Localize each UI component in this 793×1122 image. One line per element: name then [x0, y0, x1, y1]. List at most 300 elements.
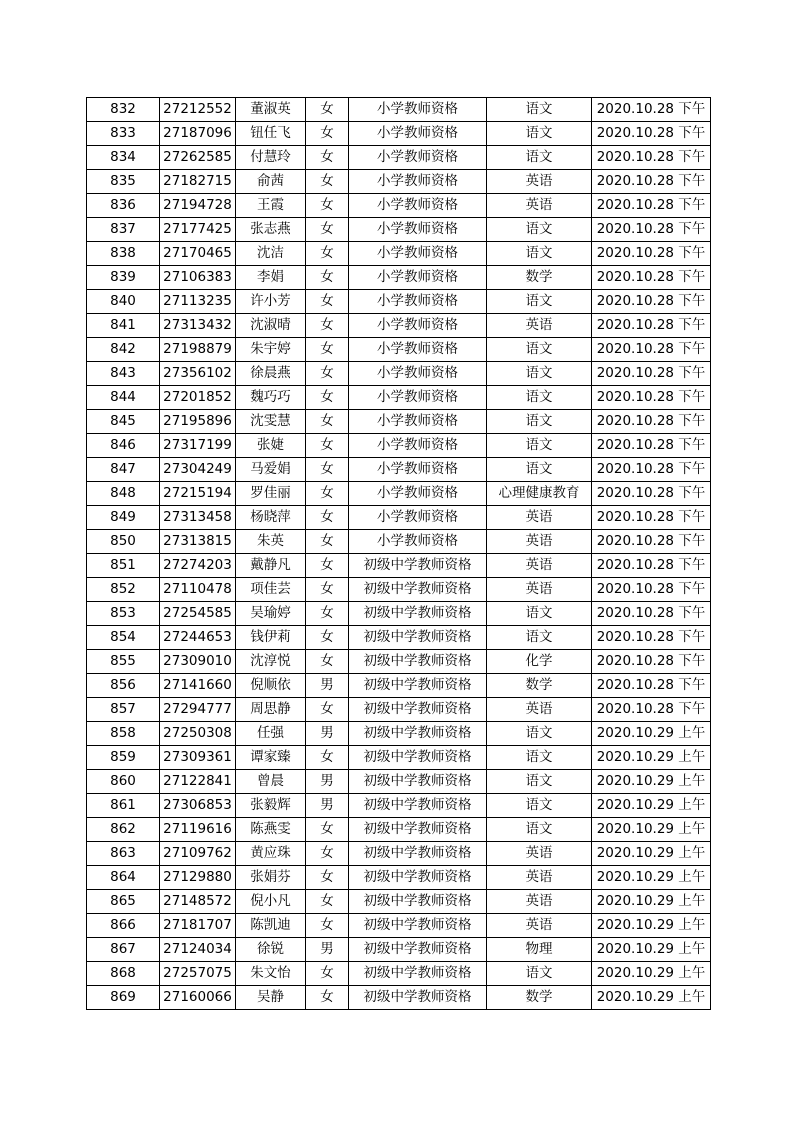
candidate-name: 黄应珠	[236, 842, 306, 866]
candidate-name: 沈雯慧	[236, 410, 306, 434]
ticket-number: 27356102	[160, 362, 236, 386]
subject: 语文	[487, 746, 592, 770]
ticket-number: 27313458	[160, 506, 236, 530]
candidate-name: 沈洁	[236, 242, 306, 266]
gender: 女	[306, 314, 349, 338]
ticket-number: 27317199	[160, 434, 236, 458]
ticket-number: 27274203	[160, 554, 236, 578]
table-row	[87, 938, 711, 962]
qualification-type: 初级中学教师资格	[349, 842, 487, 866]
qualification-type: 小学教师资格	[349, 362, 487, 386]
qualification-type: 初级中学教师资格	[349, 890, 487, 914]
ticket-number: 27194728	[160, 194, 236, 218]
candidate-rows	[87, 98, 711, 1010]
ticket-number: 27212552	[160, 98, 236, 122]
candidate-name: 徐锐	[236, 938, 306, 962]
table-row	[87, 866, 711, 890]
ticket-number: 27113235	[160, 290, 236, 314]
table-row	[87, 482, 711, 506]
candidate-name: 曾晨	[236, 770, 306, 794]
candidate-name: 张志燕	[236, 218, 306, 242]
ticket-number: 27122841	[160, 770, 236, 794]
gender: 女	[306, 434, 349, 458]
table-row	[87, 530, 711, 554]
exam-time: 2020.10.28 下午	[592, 194, 711, 218]
subject: 心理健康教育	[487, 482, 592, 506]
exam-time: 2020.10.28 下午	[592, 146, 711, 170]
candidate-name: 俞茜	[236, 170, 306, 194]
candidate-name: 朱英	[236, 530, 306, 554]
gender: 男	[306, 722, 349, 746]
row-number: 841	[87, 314, 160, 338]
subject: 英语	[487, 170, 592, 194]
gender: 女	[306, 170, 349, 194]
candidate-name: 董淑英	[236, 98, 306, 122]
table-row	[87, 722, 711, 746]
row-number: 832	[87, 98, 160, 122]
exam-time: 2020.10.28 下午	[592, 626, 711, 650]
exam-time: 2020.10.28 下午	[592, 578, 711, 602]
candidate-name: 周思静	[236, 698, 306, 722]
gender: 女	[306, 98, 349, 122]
table-row	[87, 746, 711, 770]
candidate-name: 付慧玲	[236, 146, 306, 170]
candidate-name: 陈燕雯	[236, 818, 306, 842]
ticket-number: 27250308	[160, 722, 236, 746]
table-row	[87, 698, 711, 722]
row-number: 865	[87, 890, 160, 914]
qualification-type: 小学教师资格	[349, 122, 487, 146]
subject: 英语	[487, 194, 592, 218]
qualification-type: 小学教师资格	[349, 266, 487, 290]
subject: 语文	[487, 818, 592, 842]
subject: 语文	[487, 794, 592, 818]
ticket-number: 27106383	[160, 266, 236, 290]
row-number: 842	[87, 338, 160, 362]
exam-time: 2020.10.28 下午	[592, 602, 711, 626]
candidate-name: 倪小凡	[236, 890, 306, 914]
subject: 语文	[487, 410, 592, 434]
candidate-name: 沈淑晴	[236, 314, 306, 338]
candidate-name: 朱文怡	[236, 962, 306, 986]
subject: 英语	[487, 506, 592, 530]
gender: 女	[306, 842, 349, 866]
table-row	[87, 842, 711, 866]
subject: 语文	[487, 458, 592, 482]
exam-time: 2020.10.28 下午	[592, 122, 711, 146]
row-number: 834	[87, 146, 160, 170]
ticket-number: 27187096	[160, 122, 236, 146]
exam-time: 2020.10.29 上午	[592, 794, 711, 818]
row-number: 837	[87, 218, 160, 242]
subject: 语文	[487, 434, 592, 458]
candidate-name: 马爱娟	[236, 458, 306, 482]
qualification-type: 小学教师资格	[349, 506, 487, 530]
exam-time: 2020.10.28 下午	[592, 674, 711, 698]
exam-time: 2020.10.29 上午	[592, 722, 711, 746]
exam-time: 2020.10.28 下午	[592, 314, 711, 338]
exam-time: 2020.10.28 下午	[592, 386, 711, 410]
exam-time: 2020.10.28 下午	[592, 530, 711, 554]
exam-time: 2020.10.29 上午	[592, 986, 711, 1010]
exam-time: 2020.10.28 下午	[592, 98, 711, 122]
subject: 语文	[487, 602, 592, 626]
ticket-number: 27129880	[160, 866, 236, 890]
subject: 语文	[487, 290, 592, 314]
ticket-number: 27215194	[160, 482, 236, 506]
exam-time: 2020.10.28 下午	[592, 410, 711, 434]
candidate-name: 吴瑜婷	[236, 602, 306, 626]
qualification-type: 初级中学教师资格	[349, 698, 487, 722]
candidate-name: 沈淳悦	[236, 650, 306, 674]
subject: 英语	[487, 698, 592, 722]
gender: 女	[306, 458, 349, 482]
row-number: 835	[87, 170, 160, 194]
gender: 女	[306, 242, 349, 266]
exam-time: 2020.10.28 下午	[592, 338, 711, 362]
candidate-name: 张毅辉	[236, 794, 306, 818]
row-number: 851	[87, 554, 160, 578]
subject: 英语	[487, 842, 592, 866]
gender: 男	[306, 674, 349, 698]
table-row	[87, 962, 711, 986]
ticket-number: 27119616	[160, 818, 236, 842]
gender: 女	[306, 866, 349, 890]
subject: 化学	[487, 650, 592, 674]
subject: 英语	[487, 314, 592, 338]
candidate-table	[86, 97, 711, 1010]
gender: 女	[306, 410, 349, 434]
qualification-type: 小学教师资格	[349, 482, 487, 506]
table-row	[87, 266, 711, 290]
exam-time: 2020.10.29 上午	[592, 818, 711, 842]
qualification-type: 初级中学教师资格	[349, 938, 487, 962]
exam-time: 2020.10.28 下午	[592, 650, 711, 674]
candidate-name: 任强	[236, 722, 306, 746]
subject: 语文	[487, 242, 592, 266]
qualification-type: 小学教师资格	[349, 218, 487, 242]
candidate-name: 徐晨燕	[236, 362, 306, 386]
qualification-type: 小学教师资格	[349, 458, 487, 482]
exam-time: 2020.10.28 下午	[592, 242, 711, 266]
ticket-number: 27313432	[160, 314, 236, 338]
exam-time: 2020.10.28 下午	[592, 698, 711, 722]
table-row	[87, 170, 711, 194]
qualification-type: 初级中学教师资格	[349, 746, 487, 770]
table-row	[87, 386, 711, 410]
gender: 女	[306, 914, 349, 938]
table-row	[87, 218, 711, 242]
candidate-name: 朱宇婷	[236, 338, 306, 362]
row-number: 849	[87, 506, 160, 530]
subject: 英语	[487, 554, 592, 578]
table-row	[87, 818, 711, 842]
subject: 英语	[487, 914, 592, 938]
table-row	[87, 314, 711, 338]
row-number: 859	[87, 746, 160, 770]
subject: 语文	[487, 122, 592, 146]
table-row	[87, 626, 711, 650]
row-number: 853	[87, 602, 160, 626]
ticket-number: 27309010	[160, 650, 236, 674]
exam-time: 2020.10.28 下午	[592, 506, 711, 530]
ticket-number: 27160066	[160, 986, 236, 1010]
gender: 女	[306, 194, 349, 218]
exam-time: 2020.10.29 上午	[592, 842, 711, 866]
subject: 语文	[487, 626, 592, 650]
ticket-number: 27309361	[160, 746, 236, 770]
exam-time: 2020.10.29 上午	[592, 890, 711, 914]
gender: 女	[306, 602, 349, 626]
subject: 语文	[487, 98, 592, 122]
candidate-name: 李娟	[236, 266, 306, 290]
table-row	[87, 986, 711, 1010]
row-number: 848	[87, 482, 160, 506]
table-row	[87, 242, 711, 266]
gender: 男	[306, 794, 349, 818]
candidate-name: 倪顺依	[236, 674, 306, 698]
qualification-type: 小学教师资格	[349, 314, 487, 338]
table-row	[87, 458, 711, 482]
candidate-name: 许小芳	[236, 290, 306, 314]
gender: 女	[306, 554, 349, 578]
candidate-name: 钮任飞	[236, 122, 306, 146]
ticket-number: 27170465	[160, 242, 236, 266]
exam-time: 2020.10.28 下午	[592, 266, 711, 290]
candidate-name: 魏巧巧	[236, 386, 306, 410]
ticket-number: 27306853	[160, 794, 236, 818]
table-row	[87, 578, 711, 602]
exam-time: 2020.10.29 上午	[592, 770, 711, 794]
row-number: 844	[87, 386, 160, 410]
gender: 女	[306, 290, 349, 314]
ticket-number: 27110478	[160, 578, 236, 602]
row-number: 861	[87, 794, 160, 818]
ticket-number: 27141660	[160, 674, 236, 698]
subject: 英语	[487, 530, 592, 554]
candidate-name: 戴静凡	[236, 554, 306, 578]
qualification-type: 初级中学教师资格	[349, 866, 487, 890]
subject: 语文	[487, 362, 592, 386]
qualification-type: 小学教师资格	[349, 98, 487, 122]
ticket-number: 27198879	[160, 338, 236, 362]
subject: 语文	[487, 218, 592, 242]
row-number: 855	[87, 650, 160, 674]
exam-time: 2020.10.29 上午	[592, 914, 711, 938]
subject: 英语	[487, 578, 592, 602]
row-number: 866	[87, 914, 160, 938]
qualification-type: 小学教师资格	[349, 338, 487, 362]
candidate-name: 罗佳丽	[236, 482, 306, 506]
table-row	[87, 554, 711, 578]
subject: 语文	[487, 146, 592, 170]
table-row	[87, 194, 711, 218]
candidate-name: 项佳芸	[236, 578, 306, 602]
qualification-type: 小学教师资格	[349, 410, 487, 434]
row-number: 869	[87, 986, 160, 1010]
gender: 女	[306, 482, 349, 506]
row-number: 860	[87, 770, 160, 794]
subject: 数学	[487, 986, 592, 1010]
row-number: 839	[87, 266, 160, 290]
ticket-number: 27109762	[160, 842, 236, 866]
row-number: 863	[87, 842, 160, 866]
qualification-type: 小学教师资格	[349, 386, 487, 410]
qualification-type: 小学教师资格	[349, 146, 487, 170]
ticket-number: 27294777	[160, 698, 236, 722]
qualification-type: 初级中学教师资格	[349, 626, 487, 650]
subject: 语文	[487, 770, 592, 794]
table-row	[87, 650, 711, 674]
exam-time: 2020.10.28 下午	[592, 290, 711, 314]
subject: 语文	[487, 962, 592, 986]
ticket-number: 27201852	[160, 386, 236, 410]
row-number: 840	[87, 290, 160, 314]
qualification-type: 初级中学教师资格	[349, 578, 487, 602]
exam-time: 2020.10.28 下午	[592, 458, 711, 482]
table-row	[87, 770, 711, 794]
gender: 女	[306, 650, 349, 674]
gender: 男	[306, 770, 349, 794]
table-row	[87, 98, 711, 122]
subject: 语文	[487, 386, 592, 410]
ticket-number: 27313815	[160, 530, 236, 554]
row-number: 843	[87, 362, 160, 386]
exam-time: 2020.10.28 下午	[592, 218, 711, 242]
row-number: 845	[87, 410, 160, 434]
row-number: 846	[87, 434, 160, 458]
candidate-name: 杨晓萍	[236, 506, 306, 530]
row-number: 862	[87, 818, 160, 842]
qualification-type: 小学教师资格	[349, 242, 487, 266]
table-row	[87, 602, 711, 626]
gender: 女	[306, 266, 349, 290]
exam-time: 2020.10.28 下午	[592, 170, 711, 194]
candidate-name: 张娟芬	[236, 866, 306, 890]
row-number: 847	[87, 458, 160, 482]
table-row	[87, 338, 711, 362]
row-number: 856	[87, 674, 160, 698]
table-row	[87, 794, 711, 818]
ticket-number: 27195896	[160, 410, 236, 434]
qualification-type: 初级中学教师资格	[349, 554, 487, 578]
exam-time: 2020.10.28 下午	[592, 554, 711, 578]
ticket-number: 27148572	[160, 890, 236, 914]
table-row	[87, 914, 711, 938]
subject: 数学	[487, 266, 592, 290]
exam-time: 2020.10.28 下午	[592, 434, 711, 458]
qualification-type: 初级中学教师资格	[349, 650, 487, 674]
subject: 语文	[487, 338, 592, 362]
gender: 女	[306, 122, 349, 146]
table-row	[87, 506, 711, 530]
table-row	[87, 362, 711, 386]
exam-time: 2020.10.28 下午	[592, 362, 711, 386]
qualification-type: 小学教师资格	[349, 194, 487, 218]
qualification-type: 小学教师资格	[349, 530, 487, 554]
gender: 女	[306, 890, 349, 914]
candidate-name: 谭家臻	[236, 746, 306, 770]
gender: 女	[306, 578, 349, 602]
gender: 女	[306, 818, 349, 842]
ticket-number: 27304249	[160, 458, 236, 482]
gender: 女	[306, 218, 349, 242]
row-number: 836	[87, 194, 160, 218]
qualification-type: 小学教师资格	[349, 290, 487, 314]
ticket-number: 27257075	[160, 962, 236, 986]
gender: 女	[306, 626, 349, 650]
qualification-type: 初级中学教师资格	[349, 962, 487, 986]
gender: 女	[306, 146, 349, 170]
gender: 女	[306, 530, 349, 554]
gender: 男	[306, 938, 349, 962]
ticket-number: 27181707	[160, 914, 236, 938]
candidate-name: 王霞	[236, 194, 306, 218]
ticket-number: 27124034	[160, 938, 236, 962]
table-row	[87, 122, 711, 146]
exam-time: 2020.10.29 上午	[592, 938, 711, 962]
qualification-type: 初级中学教师资格	[349, 602, 487, 626]
gender: 女	[306, 698, 349, 722]
table-row	[87, 146, 711, 170]
row-number: 864	[87, 866, 160, 890]
table-row	[87, 674, 711, 698]
exam-time: 2020.10.29 上午	[592, 866, 711, 890]
table-row	[87, 410, 711, 434]
row-number: 867	[87, 938, 160, 962]
candidate-name: 吴静	[236, 986, 306, 1010]
gender: 女	[306, 506, 349, 530]
qualification-type: 小学教师资格	[349, 434, 487, 458]
subject: 英语	[487, 866, 592, 890]
qualification-type: 初级中学教师资格	[349, 674, 487, 698]
candidate-name: 陈凯迪	[236, 914, 306, 938]
qualification-type: 初级中学教师资格	[349, 914, 487, 938]
gender: 女	[306, 386, 349, 410]
ticket-number: 27262585	[160, 146, 236, 170]
subject: 英语	[487, 890, 592, 914]
table-row	[87, 290, 711, 314]
subject: 物理	[487, 938, 592, 962]
ticket-number: 27254585	[160, 602, 236, 626]
candidate-name: 张婕	[236, 434, 306, 458]
gender: 女	[306, 986, 349, 1010]
row-number: 854	[87, 626, 160, 650]
ticket-number: 27177425	[160, 218, 236, 242]
qualification-type: 初级中学教师资格	[349, 818, 487, 842]
row-number: 852	[87, 578, 160, 602]
qualification-type: 初级中学教师资格	[349, 770, 487, 794]
table-row	[87, 890, 711, 914]
row-number: 868	[87, 962, 160, 986]
qualification-type: 小学教师资格	[349, 170, 487, 194]
row-number: 857	[87, 698, 160, 722]
row-number: 850	[87, 530, 160, 554]
exam-time: 2020.10.28 下午	[592, 482, 711, 506]
qualification-type: 初级中学教师资格	[349, 986, 487, 1010]
ticket-number: 27182715	[160, 170, 236, 194]
row-number: 858	[87, 722, 160, 746]
candidate-name: 钱伊莉	[236, 626, 306, 650]
row-number: 833	[87, 122, 160, 146]
gender: 女	[306, 962, 349, 986]
gender: 女	[306, 362, 349, 386]
subject: 数学	[487, 674, 592, 698]
gender: 女	[306, 338, 349, 362]
subject: 语文	[487, 722, 592, 746]
qualification-type: 初级中学教师资格	[349, 794, 487, 818]
gender: 女	[306, 746, 349, 770]
